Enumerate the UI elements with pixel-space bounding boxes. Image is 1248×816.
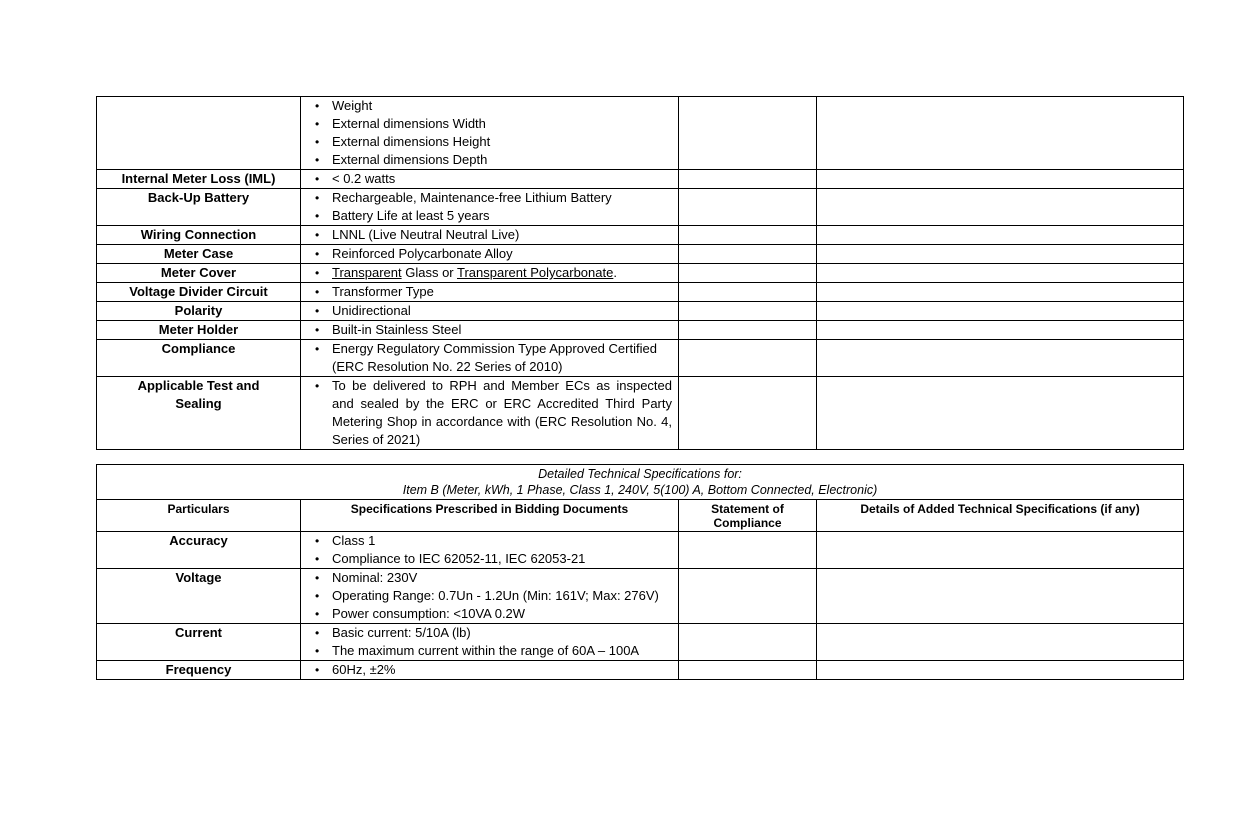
added-specs-cell: [817, 226, 1184, 245]
added-specs-cell: [817, 569, 1184, 624]
list-item: • Basic current: 5/10A (lb): [301, 624, 678, 642]
compliance-cell: [679, 321, 817, 340]
table-row: [97, 189, 1184, 226]
list-item: • Operating Range: 0.7Un - 1.2Un (Min: 161V; Max: 276V): [301, 587, 678, 605]
particular-label: Current: [97, 624, 301, 661]
added-specs-cell: [817, 245, 1184, 264]
table-row: [97, 245, 1184, 264]
list-item: [301, 264, 678, 282]
spec-cell: [301, 321, 679, 340]
list-item: • External dimensions Depth: [301, 151, 678, 169]
particular-label: Polarity: [97, 302, 301, 321]
list-item: • Class 1: [301, 532, 678, 550]
list-item: • Transformer Type: [301, 283, 678, 301]
particular-label: Meter Cover: [97, 264, 301, 283]
table-row: [97, 302, 1184, 321]
text: Glass or: [401, 265, 457, 280]
spec-cell: [301, 189, 679, 226]
compliance-cell: [679, 245, 817, 264]
compliance-cell: [679, 226, 817, 245]
table-row: [97, 321, 1184, 340]
table-row: [97, 170, 1184, 189]
added-specs-cell: [817, 321, 1184, 340]
text: .: [613, 265, 617, 280]
table-row: [97, 340, 1184, 377]
compliance-cell: [679, 264, 817, 283]
particular-label: Meter Case: [97, 245, 301, 264]
compliance-cell: [679, 189, 817, 226]
list-item: • Battery Life at least 5 years: [301, 207, 678, 225]
underlined-text: Transparent: [332, 265, 402, 280]
particular-cell: [97, 97, 301, 170]
list-item: • Built-in Stainless Steel: [301, 321, 678, 339]
spec-cell: [301, 340, 679, 377]
compliance-cell: [679, 377, 817, 450]
compliance-cell: [679, 97, 817, 170]
added-specs-cell: [817, 532, 1184, 569]
column-header: Specifications Prescribed in Bidding Documents: [301, 500, 679, 532]
added-specs-cell: [817, 264, 1184, 283]
added-specs-cell: [817, 170, 1184, 189]
particular-label: Compliance: [97, 340, 301, 377]
item-b-specifications-table: [96, 464, 1184, 680]
list-item: • Unidirectional: [301, 302, 678, 320]
list-item: • Power consumption: <10VA 0.2W: [301, 605, 678, 623]
list-item: • Rechargeable, Maintenance-free Lithium Battery: [301, 189, 678, 207]
table-title-row: [97, 465, 1184, 500]
underlined-text: Transparent Polycarbonate: [457, 265, 614, 280]
compliance-cell: [679, 283, 817, 302]
compliance-cell: [679, 302, 817, 321]
list-item: • Weight: [301, 97, 678, 115]
list-item: • < 0.2 watts: [301, 170, 678, 188]
list-item: • LNNL (Live Neutral Neutral Live): [301, 226, 678, 244]
compliance-cell: [679, 532, 817, 569]
spec-cell: [301, 661, 679, 680]
spec-cell: [301, 226, 679, 245]
list-item: • To be delivered to RPH and Member ECs as inspected and sealed by the ERC or ERC Accredited Third Party Metering Shop in accordance with (ERC Resolution No. 4, Series of 2021): [301, 377, 678, 449]
spec-cell: [301, 170, 679, 189]
compliance-cell: [679, 661, 817, 680]
list-item: • The maximum current within the range of 60A – 100A: [301, 642, 678, 660]
particular-label: Frequency: [97, 661, 301, 680]
table-row: [97, 377, 1184, 450]
list-item: • Compliance to IEC 62052-11, IEC 62053-21: [301, 550, 678, 568]
compliance-cell: [679, 340, 817, 377]
table-row: [97, 264, 1184, 283]
column-header: Statement of Compliance: [679, 500, 817, 532]
table-row: [97, 226, 1184, 245]
spec-list: [301, 97, 678, 169]
compliance-cell: [679, 170, 817, 189]
particular-label: Meter Holder: [97, 321, 301, 340]
added-specs-cell: [817, 340, 1184, 377]
spec-cell: [301, 283, 679, 302]
particular-label: Internal Meter Loss (IML): [97, 170, 301, 189]
list-item: • 60Hz, ±2%: [301, 661, 678, 679]
table-header-row: [97, 500, 1184, 532]
table-row: [97, 569, 1184, 624]
table-title: [97, 465, 1184, 500]
added-specs-cell: [817, 97, 1184, 170]
added-specs-cell: [817, 302, 1184, 321]
added-specs-cell: [817, 661, 1184, 680]
column-header: Details of Added Technical Specifications (if any): [817, 500, 1184, 532]
table-row: [97, 661, 1184, 680]
title-line: Detailed Technical Specifications for:: [538, 467, 742, 481]
particular-label: Voltage Divider Circuit: [97, 283, 301, 302]
compliance-cell: [679, 624, 817, 661]
spec-cell: [301, 377, 679, 450]
list-item: • Energy Regulatory Commission Type Approved Certified (ERC Resolution No. 22 Series of 2010): [301, 340, 678, 376]
spec-cell: [301, 245, 679, 264]
spec-cell: [301, 302, 679, 321]
particular-label: Wiring Connection: [97, 226, 301, 245]
particular-label: Accuracy: [97, 532, 301, 569]
spec-cell: [301, 532, 679, 569]
spec-cell: [301, 97, 679, 170]
table-row: [97, 97, 1184, 170]
column-header: Particulars: [97, 500, 301, 532]
particular-label: Voltage: [97, 569, 301, 624]
specifications-table-continued: [96, 96, 1184, 450]
list-item: • Reinforced Polycarbonate Alloy: [301, 245, 678, 263]
spec-cell: [301, 569, 679, 624]
table-row: [97, 624, 1184, 661]
list-item: • External dimensions Width: [301, 115, 678, 133]
added-specs-cell: [817, 283, 1184, 302]
table-row: [97, 532, 1184, 569]
spec-cell: [301, 264, 679, 283]
table-row: [97, 283, 1184, 302]
spec-cell: [301, 624, 679, 661]
added-specs-cell: [817, 624, 1184, 661]
added-specs-cell: [817, 189, 1184, 226]
added-specs-cell: [817, 377, 1184, 450]
particular-label: Back-Up Battery: [97, 189, 301, 226]
title-line: Item B (Meter, kWh, 1 Phase, Class 1, 240V, 5(100) A, Bottom Connected, Electronic): [402, 483, 878, 497]
particular-label: Applicable Test and Sealing: [97, 377, 301, 450]
compliance-cell: [679, 569, 817, 624]
list-item: • Nominal: 230V: [301, 569, 678, 587]
list-item: • External dimensions Height: [301, 133, 678, 151]
